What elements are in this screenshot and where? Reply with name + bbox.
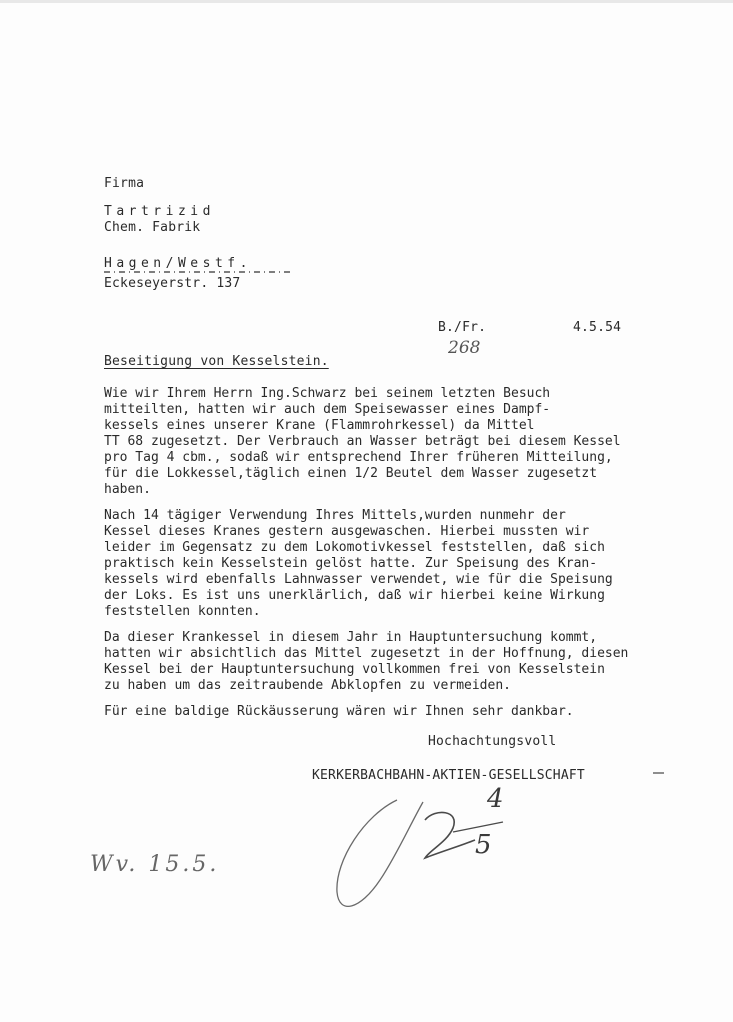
- recipient-name: Tartrizid: [104, 204, 215, 219]
- closing-company: KERKERBACHBAHN-AKTIEN-GESELLSCHAFT: [312, 768, 585, 783]
- letter-body: [104, 386, 714, 730]
- body-paragraph-4: Für eine baldige Rückäusserung wären wir Ihnen sehr dankbar.: [104, 704, 574, 719]
- handwritten-fraction-top: 4: [487, 784, 504, 814]
- body-paragraph-1: Wie wir Ihrem Herrn Ing.Schwarz bei seinem letzten Besuch mitteilten, hatten wir auch dem Speisewasser eines Dampf- kessels eines unserer Krane (Flammrohrkessel) da Mittel TT 68 zugesetzt. Der Verbrauch an Wasser beträgt bei diesem Kessel pro Tag 4 cbm., sodaß wir entsprechend Ihrer früheren Mitteilung, für die Lokkessel,täglich einen 1/2 Beutel dem Wasser zugesetzt haben.: [104, 386, 621, 497]
- company-trailing-dash: [652, 770, 666, 776]
- body-paragraph-2: Nach 14 tägiger Verwendung Ihres Mittels,wurden nunmehr der Kessel dieses Kranes gestern ausgewaschen. Hierbei mussten wir leider im Gegensatz zu dem Lokomotivkessel feststellen, daß sich praktisch kein Kesselstein gelöst hatte. Zur Speisung des Kran- kessels wird ebenfalls Lahnwasser verwendet, wie für die Speisung der Loks. Es ist uns unerklärlich, daß wir hierbei keine Wirkung feststellen konnten.: [104, 508, 613, 619]
- handwritten-followup-note: Wv. 15.5.: [90, 852, 220, 877]
- recipient-department: Chem. Fabrik: [104, 220, 201, 235]
- body-paragraph-3: Da dieser Krankessel in diesem Jahr in Hauptuntersuchung kommt, hatten wir absichtlich das Mittel zugesetzt in der Hoffnung, diesen Kessel bei der Hauptuntersuchung vollkommen frei von Kesselstein zu haben um das zeitraubende Abklopfen zu vermeiden.: [104, 630, 629, 693]
- recipient-street: Eckeseyerstr. 137: [104, 276, 241, 291]
- handwritten-fraction-bottom: 5: [475, 830, 492, 860]
- letter-date: 4.5.54: [573, 320, 622, 335]
- reference-code: B./Fr.: [438, 320, 487, 335]
- recipient-firma: Firma: [104, 176, 145, 191]
- recipient-city: Hagen/Westf.: [104, 256, 252, 271]
- page-edge: [0, 0, 733, 3]
- handwritten-reference-number: 268: [448, 338, 481, 358]
- city-dash-underline: [104, 268, 304, 276]
- letter-subject: Beseitigung von Kesselstein.: [104, 354, 329, 369]
- closing-greeting: Hochachtungsvoll: [428, 734, 557, 749]
